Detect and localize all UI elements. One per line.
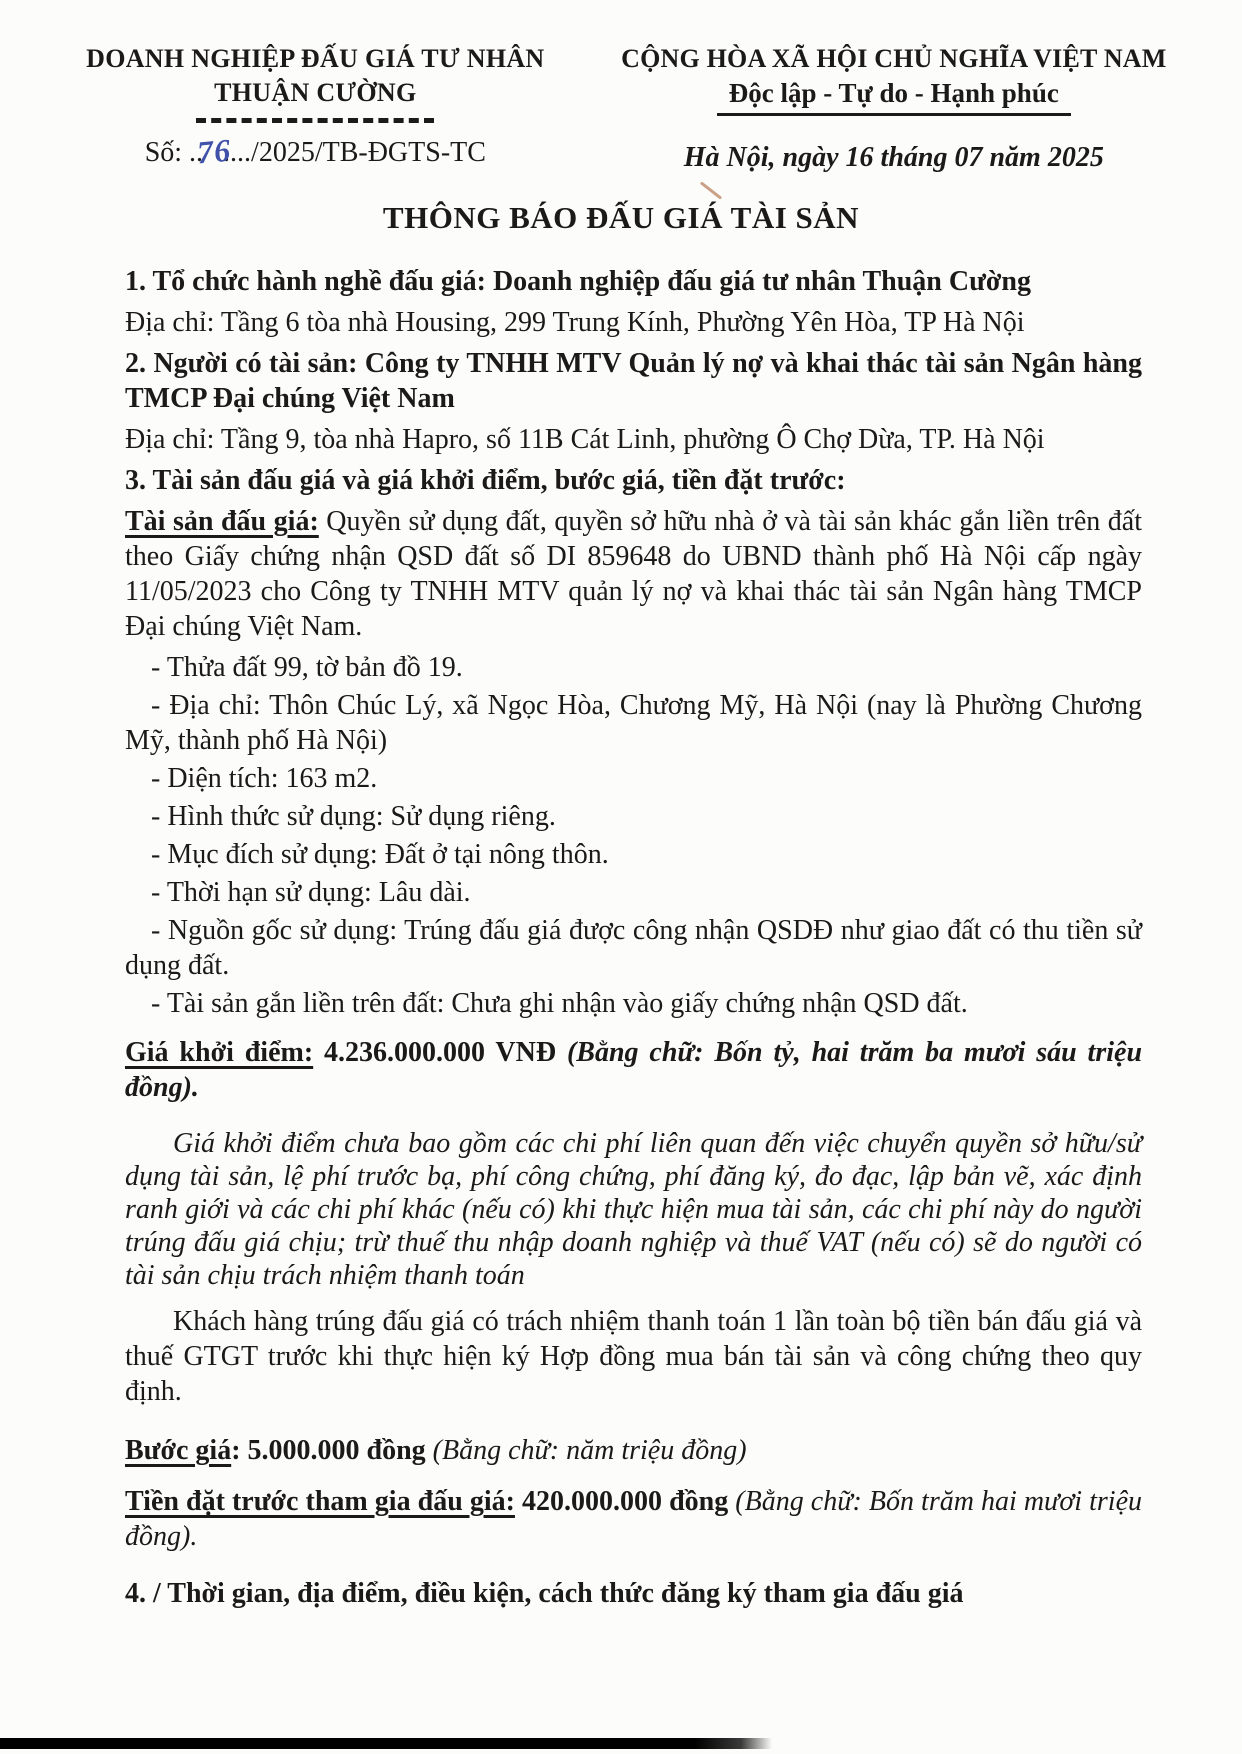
document-header bbox=[0, 0, 1242, 174]
asset-detail-area: - Diện tích: 163 m2. bbox=[151, 763, 378, 794]
section1-heading: 1. Tổ chức hành nghề đấu giá: Doanh nghiệp đấu giá tư nhân Thuận Cường bbox=[125, 266, 1031, 297]
asset-detail-parcel: - Thửa đất 99, tờ bản đồ 19. bbox=[151, 652, 463, 683]
starting-price-line bbox=[125, 1035, 1142, 1105]
starting-price-label: Giá khởi điểm: bbox=[125, 1037, 314, 1068]
section4-heading: 4. / Thời gian, địa điểm, điều kiện, cách thức đăng ký tham gia đấu giá bbox=[125, 1578, 964, 1609]
deposit-line bbox=[125, 1484, 1142, 1554]
price-exclusion-note: Giá khởi điểm chưa bao gồm các chi phí liên quan đến việc chuyển quyền sở hữu/sử dụng tài sản, lệ phí trước bạ, phí công chứng, phí đăng ký, đo đạc, lập bản vẽ, xác định ranh giới và các chi phí khác (nếu có) khi thực hiện mua tài sản, các chi phí này do người trúng đấu giá chịu; trừ thuế thu nhập doanh nghiệp và thuế VAT (nếu có) sẽ do người có tài sản chịu trách nhiệm thanh toán bbox=[125, 1128, 1142, 1291]
deposit-label: Tiền đặt trước tham gia đấu giá: bbox=[125, 1486, 515, 1517]
auction-asset-paragraph bbox=[125, 504, 1142, 644]
payment-obligation-paragraph: Khách hàng trúng đấu giá có trách nhiệm thanh toán 1 lần toàn bộ tiền bán đấu giá và thuế GTGT trước khi thực hiện ký Hợp đồng mua bán tài sản và công chứng theo quy định. bbox=[125, 1306, 1142, 1407]
asset-detail-usage-term: - Thời hạn sử dụng: Lâu dài. bbox=[151, 877, 471, 908]
deposit-value: 420.000.000 đồng bbox=[522, 1486, 729, 1517]
auction-asset-description: Quyền sử dụng đất, quyền sở hữu nhà ở và tài sản khác gắn liền trên đất theo Giấy chứng nhận QSD đất số DI 859648 do UBND thành phố Hà Nội cấp ngày 11/05/2023 cho Công ty TNHH MTV quản lý nợ và khai thác tài sản Ngân hàng TMCP Đại chúng Việt Nam. bbox=[125, 506, 1142, 642]
bid-increment-in-words: (Bằng chữ: năm triệu đồng) bbox=[432, 1435, 747, 1466]
handwritten-document-number: 76 bbox=[195, 131, 233, 171]
section2-heading: 2. Người có tài sản: Công ty TNHH MTV Quản lý nợ và khai thác tài sản Ngân hàng TMCP Đại chúng Việt Nam bbox=[125, 348, 1142, 414]
starting-price-value: 4.236.000.000 VNĐ bbox=[324, 1037, 557, 1068]
issuer-block bbox=[55, 42, 576, 174]
asset-detail-usage-form: - Hình thức sử dụng: Sử dụng riêng. bbox=[151, 801, 556, 832]
bid-increment-line bbox=[125, 1433, 1142, 1468]
section2-address: Địa chỉ: Tầng 9, tòa nhà Hapro, số 11B Cát Linh, phường Ô Chợ Dừa, TP. Hà Nội bbox=[125, 424, 1045, 455]
issuer-name-line1: DOANH NGHIỆP ĐẤU GIÁ TƯ NHÂN bbox=[86, 44, 545, 73]
document-body bbox=[0, 236, 1242, 1611]
scan-edge-artifact bbox=[0, 1738, 772, 1749]
section1-address: Địa chỉ: Tầng 6 tòa nhà Housing, 299 Trung Kính, Phường Yên Hòa, TP Hà Nội bbox=[125, 307, 1025, 338]
document-number-suffix: ..../2025/TB-ĐGTS-TC bbox=[223, 137, 486, 168]
deposit-in-words: (Bằng chữ: Bốn trăm hai mươi triệu đồng). bbox=[125, 1486, 1142, 1552]
national-motto bbox=[576, 78, 1212, 116]
section3-heading: 3. Tài sản đấu giá và giá khởi điểm, bước giá, tiền đặt trước: bbox=[125, 465, 846, 496]
document-number-prefix: Số: .. bbox=[144, 137, 204, 168]
national-motto-text: Độc lập - Tự do - Hạnh phúc bbox=[717, 78, 1071, 116]
dashed-separator bbox=[196, 118, 434, 123]
asset-detail-usage-purpose: - Mục đích sử dụng: Đất ở tại nông thôn. bbox=[151, 839, 609, 870]
issuer-name-line2: THUẬN CƯỜNG bbox=[214, 78, 417, 107]
asset-detail-address: - Địa chỉ: Thôn Chúc Lý, xã Ngọc Hòa, Chương Mỹ, Hà Nội (nay là Phường Chương Mỹ, thành phố Hà Nội) bbox=[125, 690, 1142, 756]
national-header: CỘNG HÒA XÃ HỘI CHỦ NGHĨA VIỆT NAM bbox=[621, 44, 1167, 73]
document-title: THÔNG BÁO ĐẤU GIÁ TÀI SẢN bbox=[382, 200, 860, 235]
document-number-line bbox=[55, 132, 576, 169]
asset-detail-usage-origin: - Nguồn gốc sử dụng: Trúng đấu giá được công nhận QSDĐ như giao đất có thu tiền sử dụng đất. bbox=[125, 915, 1142, 981]
scan-smudge-artifact bbox=[700, 181, 722, 199]
national-motto-block bbox=[576, 42, 1212, 174]
place-date-line: Hà Nội, ngày 16 tháng 07 năm 2025 bbox=[683, 142, 1104, 173]
starting-price-in-words: (Bằng chữ: Bốn tỷ, hai trăm ba mươi sáu triệu đồng). bbox=[125, 1037, 1143, 1103]
bid-increment-label: Bước giá bbox=[125, 1435, 232, 1466]
asset-detail-attached-property: - Tài sản gắn liền trên đất: Chưa ghi nhận vào giấy chứng nhận QSD đất. bbox=[151, 988, 968, 1019]
auction-asset-label: Tài sản đấu giá: bbox=[125, 506, 319, 537]
bid-increment-value: : 5.000.000 đồng bbox=[231, 1435, 426, 1466]
